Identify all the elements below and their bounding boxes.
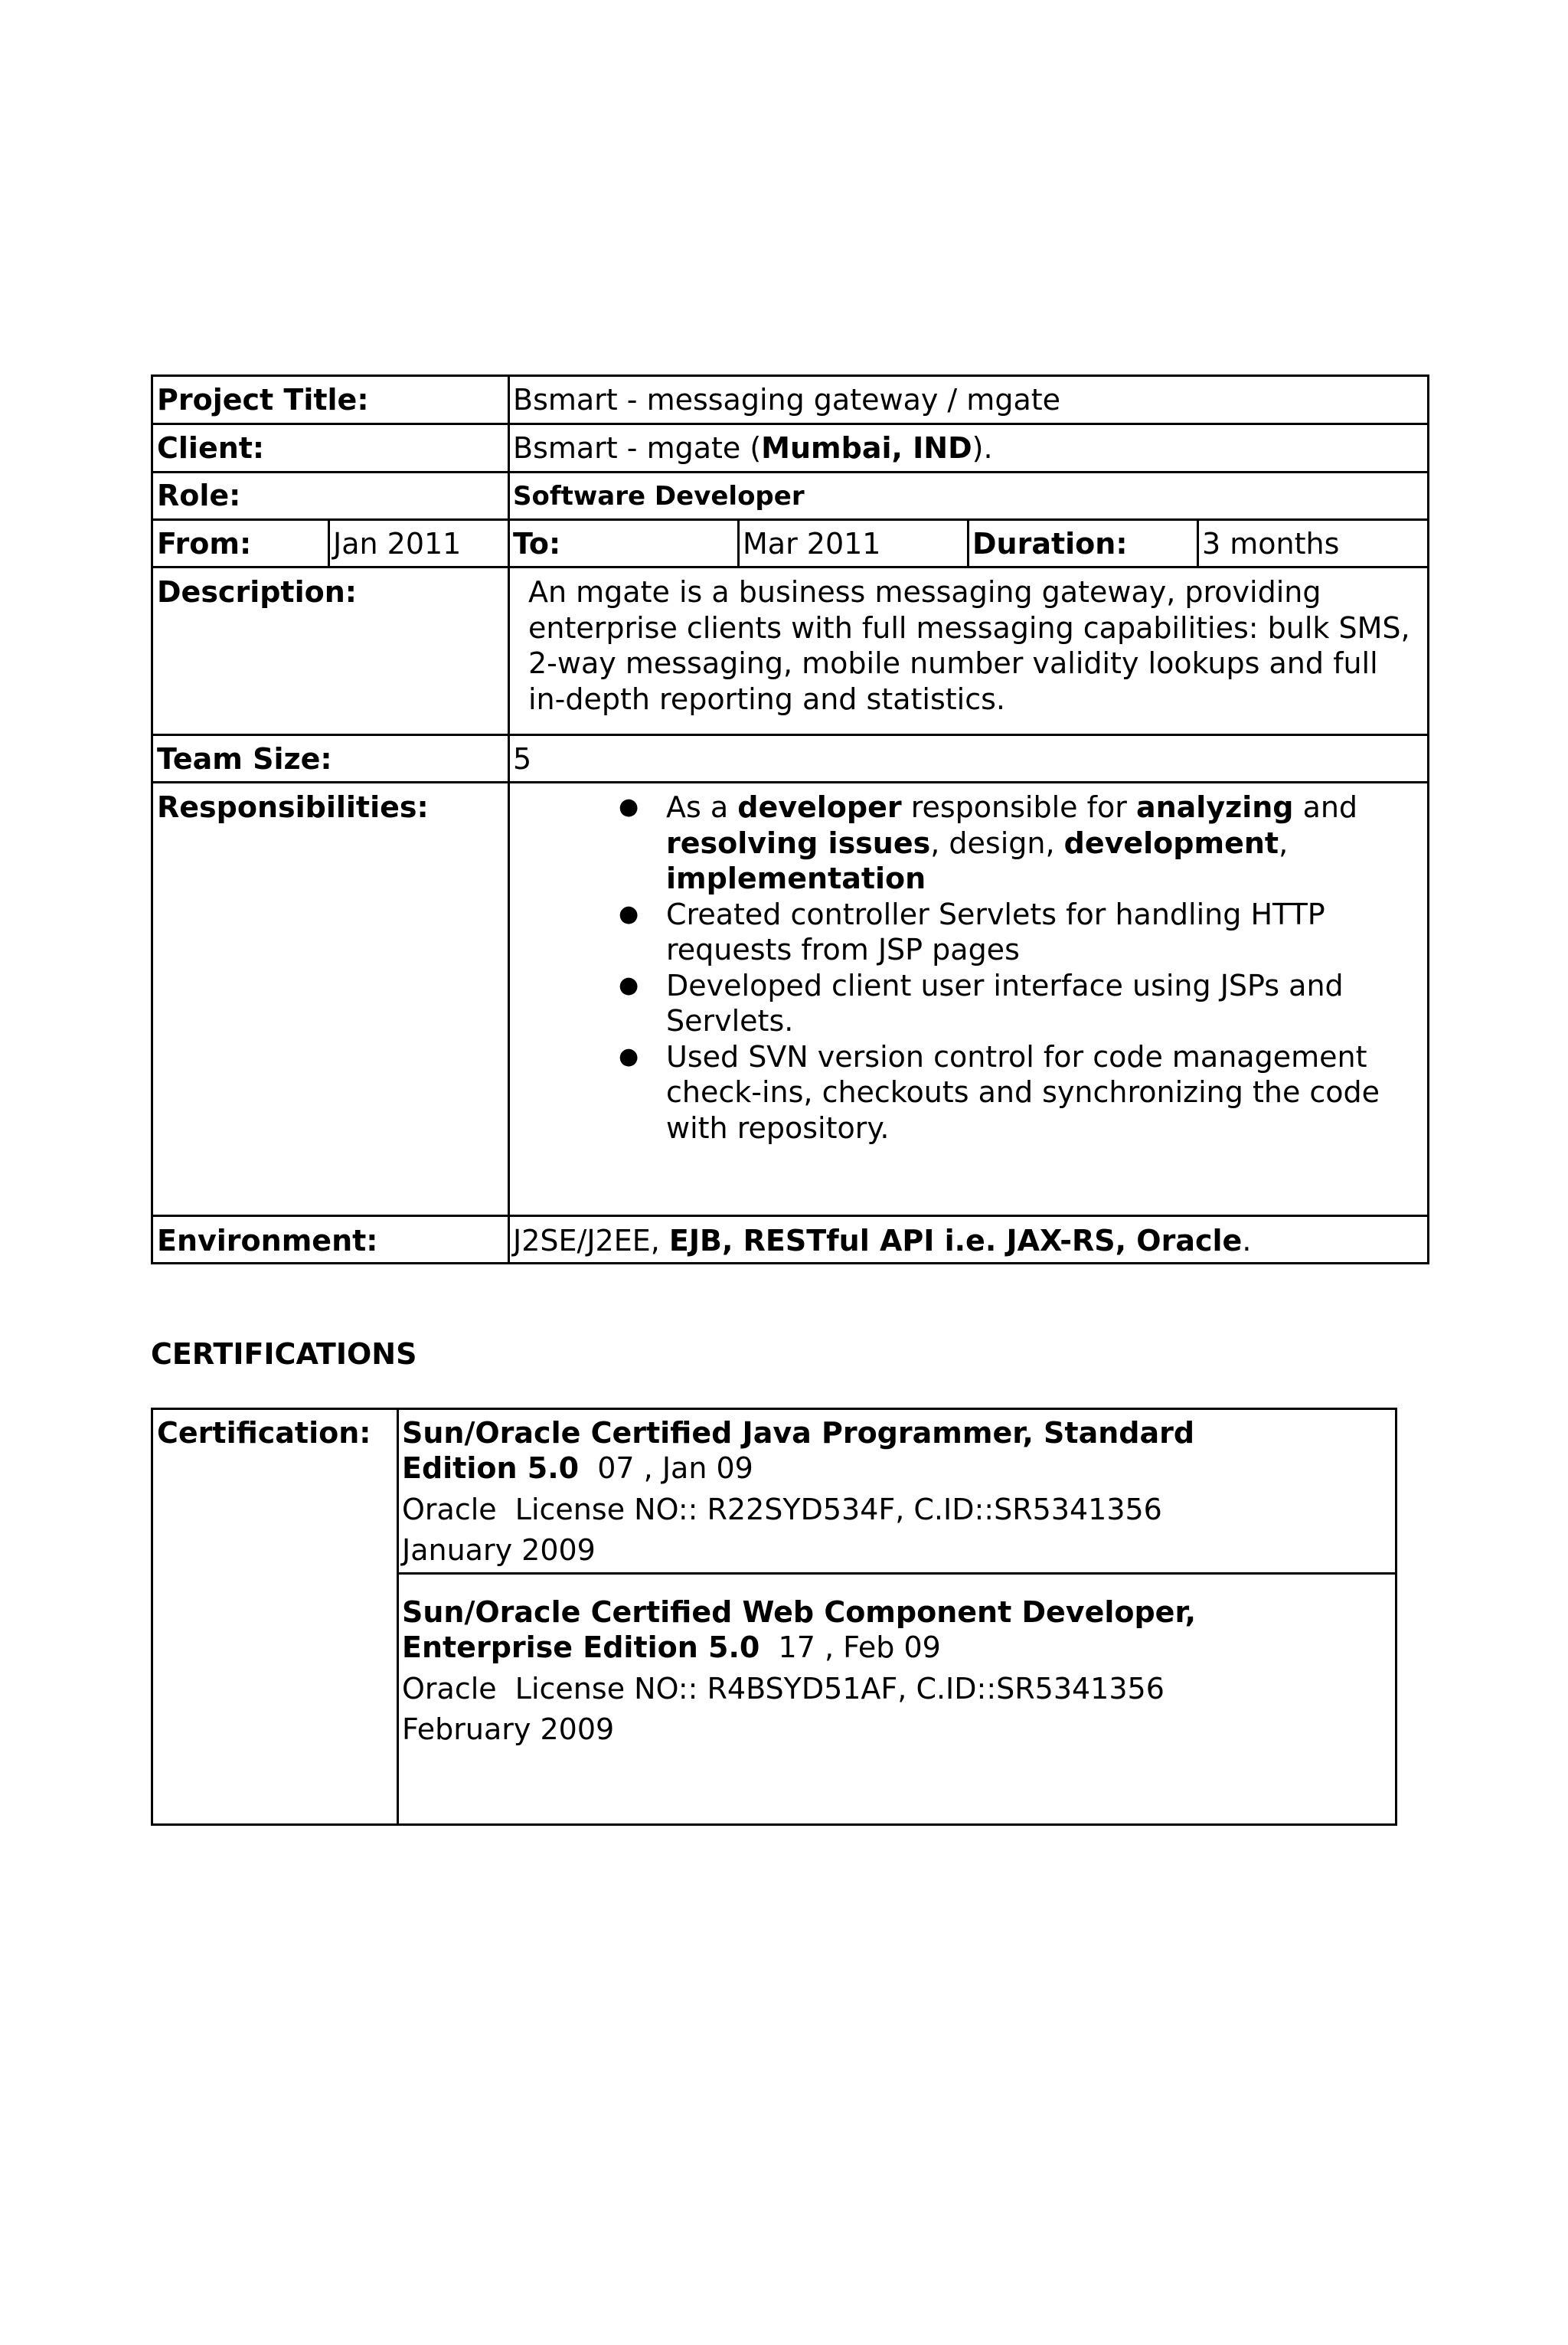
to-value: Mar 2011 [743,527,881,561]
bullet-icon: ● [619,971,639,999]
to-label: To: [513,527,561,561]
list-item: ● Developed client user interface using JSPs and Servlets. [619,968,1344,1038]
certification-license: Oracle License NO:: R4BSYD51AF, C.ID::SR5341356 [402,1672,1165,1706]
responsibilities-list [619,790,1424,1146]
certification-license: Oracle License NO:: R22SYD534F, C.ID::SR5341356 [402,1493,1162,1526]
description-text: An mgate is a business messaging gateway, providing enterprise clients with full messaging capabilities: bulk SMS, 2-way messaging, mobile number validity lookups and full in-depth reporting and statistics. [528,575,1410,716]
client-label: Client: [157,431,265,465]
environment-value: J2SE/J2EE, EJB, RESTful API i.e. JAX-RS, Oracle. [513,1224,1252,1258]
certification-title: Sun/Oracle Certified Web Component Developer, [402,1595,1197,1629]
description-label: Description: [157,575,357,609]
role-value: Software Developer [513,481,805,512]
list-item: ● Created controller Servlets for handling HTTP requests from JSP pages [619,897,1325,966]
certification-edition: Enterprise Edition 5.0 17 , Feb 09 [402,1630,941,1664]
certifications-heading: CERTIFICATIONS [151,1337,417,1371]
bullet-icon: ● [619,900,639,927]
environment-label: Environment: [157,1224,378,1258]
certification-edition: Edition 5.0 07 , Jan 09 [402,1451,753,1485]
certification-date: February 2009 [402,1712,615,1746]
from-value: Jan 2011 [333,527,462,561]
project-title-label: Project Title: [157,383,369,417]
team-size-value: 5 [513,742,532,776]
role-label: Role: [157,479,241,512]
list-item: ● Used SVN version control for code management check-ins, checkouts and synchronizing the code with repository. [619,1039,1380,1145]
project-title-value: Bsmart - messaging gateway / mgate [513,383,1061,417]
team-size-label: Team Size: [157,742,332,776]
certification-title: Sun/Oracle Certified Java Programmer, Standard [402,1416,1195,1450]
list-item: ● As a developer responsible for analyzing and resolving issues, design, development, implementation [619,790,1358,895]
bullet-icon: ● [619,1042,639,1070]
client-value: Bsmart - mgate (Mumbai, IND). [513,431,993,465]
duration-value: 3 months [1202,527,1340,561]
responsibilities-label: Responsibilities: [157,790,429,824]
certification-label: Certification: [157,1416,371,1450]
bullet-icon: ● [619,793,639,820]
duration-label: Duration: [972,527,1128,561]
from-label: From: [157,527,252,561]
certification-date: January 2009 [402,1533,596,1567]
